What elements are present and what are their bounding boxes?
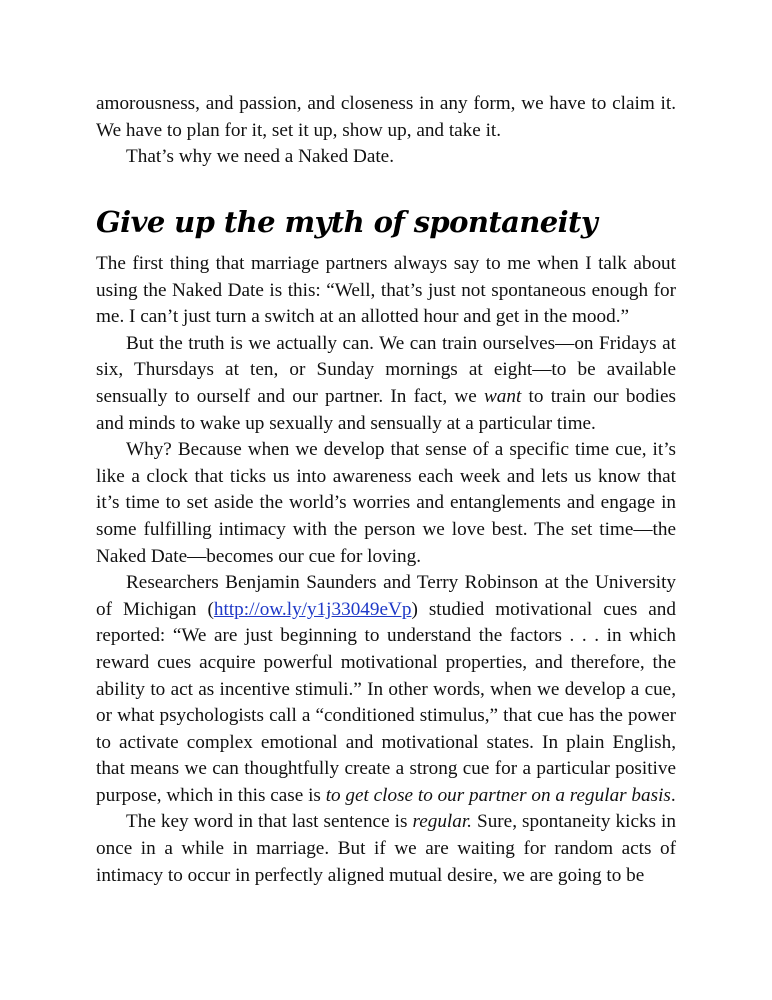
body-text-block (96, 251, 676, 889)
top-text-block (96, 91, 676, 171)
body-paragraph-5-emphasis: regular. (412, 811, 472, 833)
body-paragraph-4-part-2: ) studied motivational cues and reported: “We are just beginning to understand the factors . . . in which reward cues acquire powerful motivational properties, and therefore, the ability to act as incentive stimuli.” In other words, when we develop a cue, or what psychologists call a “conditioned stimulus,” that cue has the power to activate complex emotional and motivational states. In plain English, that means we can thoughtfully create a strong cue for a particular positive purpose, which in this case is (96, 598, 676, 806)
research-link[interactable]: http://ow.ly/y1j33049eVp (213, 598, 412, 620)
body-paragraph-5-part-1: The key word in that last sentence is (126, 811, 413, 833)
body-paragraph-2 (96, 331, 676, 437)
body-paragraph-2-part-1: But the truth is we actually can. We can train ourselves—on Fridays at six, Thursdays at ten, or Sunday mornings at eight—to be available sensually to ourself and our partner. In fact, we (96, 332, 676, 407)
body-paragraph-1: The first thing that marriage partners always say to me when I talk about using the Naked Date is this: “Well, that’s just not spontaneous enough for me. I can’t just turn a switch at an allotted hour and get in the mood.” (96, 253, 676, 328)
body-paragraph-4 (96, 570, 676, 809)
section-heading: Give up the myth of spontaneity (96, 205, 598, 239)
body-paragraph-2-emphasis: want (483, 385, 522, 407)
body-paragraph-3: Why? Because when we develop that sense of a specific time cue, it’s like a clock that ticks us into awareness each week and lets us know that it’s time to set aside the world’s worries and entanglements and engage in some fulfilling intimacy with the person we love best. The set time—the Naked Date—becomes our cue for loving. (96, 439, 676, 567)
body-paragraph-4-part-1: Researchers Benjamin Saunders and Terry Robinson at the University of Michigan ( (96, 572, 676, 620)
body-paragraph-5-part-2: Sure, spontaneity kicks in once in a while in marriage. But if we are waiting for random acts of intimacy to occur in perfectly aligned mutual desire, we are going to be (96, 811, 676, 886)
body-paragraph-4-emphasis: to get close to our partner on a regular basis (325, 784, 671, 806)
top-paragraph-1: amorousness, and passion, and closeness in any form, we have to claim it. We have to plan for it, set it up, show up, and take it. (96, 93, 676, 141)
top-paragraph-2: That’s why we need a Naked Date. (126, 146, 394, 168)
body-paragraph-4-part-3: . (670, 784, 676, 806)
body-paragraph-2-part-2: to train our bodies and minds to wake up sexually and sensually at a particular time. (96, 385, 676, 434)
body-paragraph-5 (96, 809, 676, 889)
